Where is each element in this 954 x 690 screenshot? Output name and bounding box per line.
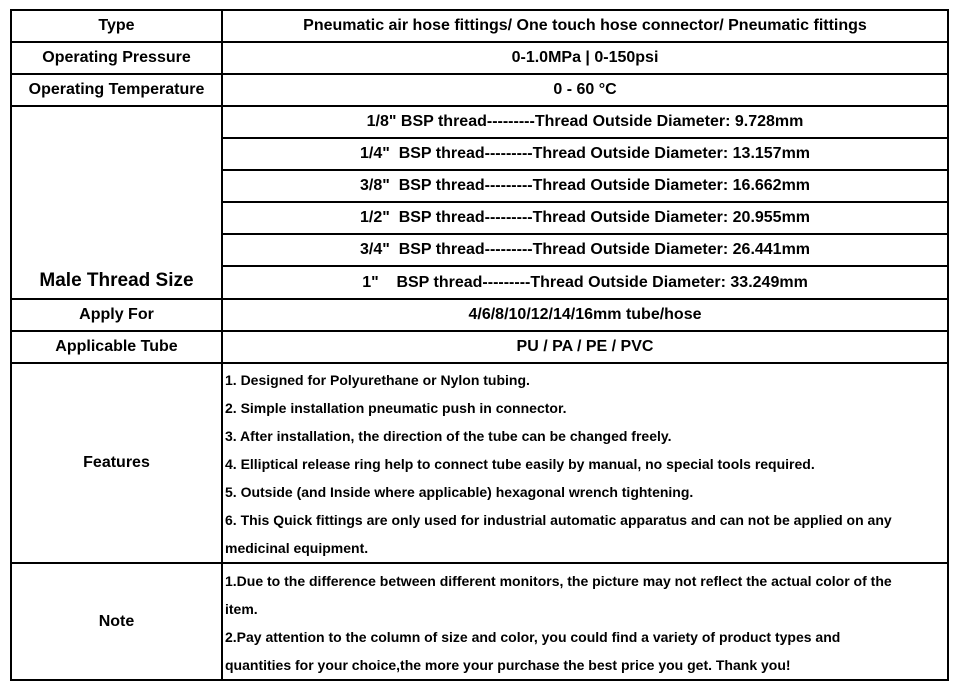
thread-row: 3/8" BSP thread---------Thread Outside Diameter: 16.662mm	[359, 177, 811, 194]
grid-line	[10, 679, 949, 681]
thread-row: 3/4" BSP thread---------Thread Outside Diameter: 26.441mm	[359, 241, 811, 258]
apply-for-label: Apply For	[79, 306, 154, 323]
tube-value: PU / PA / PE / PVC	[516, 338, 654, 355]
feature-line: 6. This Quick fittings are only used for industrial automatic apparatus and can not be applied on any	[225, 512, 892, 528]
temperature-value: 0 - 60 °C	[553, 81, 617, 98]
type-label: Type	[98, 17, 135, 34]
feature-line: 3. After installation, the direction of the tube can be changed freely.	[225, 428, 672, 444]
feature-line: 4. Elliptical release ring help to connect tube easily by manual, no special tools required.	[225, 456, 815, 472]
feature-line: medicinal equipment.	[225, 540, 369, 556]
thread-row: 1/2" BSP thread---------Thread Outside Diameter: 20.955mm	[359, 209, 811, 226]
features-label: Features	[83, 454, 150, 471]
note-line: 2.Pay attention to the column of size and color, you could find a variety of product types and	[225, 629, 841, 645]
grid-line	[947, 9, 949, 681]
temperature-label: Operating Temperature	[28, 81, 205, 98]
note-label: Note	[98, 612, 135, 630]
note-line: 1.Due to the difference between different monitors, the picture may not reflect the actual color of the	[225, 573, 892, 589]
note-line: item.	[225, 601, 258, 617]
thread-row: 1/4" BSP thread---------Thread Outside Diameter: 13.157mm	[359, 145, 811, 162]
thread-row: 1" BSP thread---------Thread Outside Diameter: 33.249mm	[362, 273, 808, 291]
thread-row: 1/8" BSP thread---------Thread Outside Diameter: 9.728mm	[366, 113, 804, 130]
thread-label: Male Thread Size	[39, 270, 194, 291]
pressure-label: Operating Pressure	[42, 49, 191, 66]
type-value: Pneumatic air hose fittings/ One touch hose connector/ Pneumatic fittings	[303, 17, 867, 34]
feature-line: 1. Designed for Polyurethane or Nylon tubing.	[225, 372, 530, 388]
apply-for-value: 4/6/8/10/12/14/16mm tube/hose	[468, 306, 702, 323]
tube-label: Applicable Tube	[55, 338, 178, 355]
feature-line: 2. Simple installation pneumatic push in connector.	[225, 400, 567, 416]
note-line: quantities for your choice,the more your purchase the best price you get. Thank you!	[225, 657, 791, 673]
pressure-value: 0-1.0MPa | 0-150psi	[511, 49, 659, 66]
feature-line: 5. Outside (and Inside where applicable) hexagonal wrench tightening.	[225, 484, 694, 500]
